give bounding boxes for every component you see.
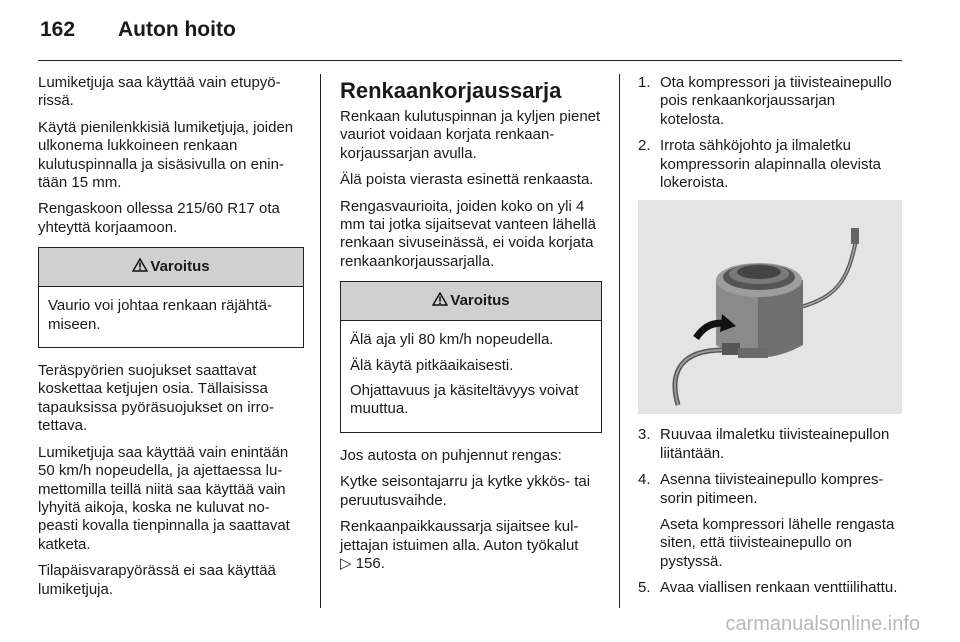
paragraph: Rengasvaurioita, joiden koko on yli 4 mm tai jotka sijaitsevat vanteen lähellä renkaan sivuseinässä, ei voida korjata renkaankorjaussarjalla. (340, 197, 596, 270)
steps-list (638, 74, 902, 192)
paragraph: Rengaskoon ollessa 215/60 R17 ota yhteyttä korjaamoon. (38, 200, 280, 236)
warning-title: Varoitus (150, 258, 210, 276)
paragraph: Teräspyörien suojukset saattavat koskettaa ketjujen osia. Tällaisissa tapauksissa pyöräsuojukset on irrotettava. (38, 362, 274, 435)
warning-line: Älä aja yli 80 km/h nopeudella. (350, 331, 554, 349)
paragraph: Älä poista vierasta esinettä renkaasta. (340, 171, 594, 189)
warning-header (341, 282, 601, 321)
warning-line: Älä käytä pitkäaikaisesti. (350, 356, 514, 374)
column-right (638, 74, 902, 606)
column-middle (340, 74, 602, 581)
column-divider (619, 74, 620, 608)
warning-text: Vaurio voi johtaa renkaan räjähtämiseen. (48, 297, 273, 333)
column-left (38, 74, 304, 607)
page-reference-icon: ▷ (340, 554, 352, 572)
paragraph: Renkaan kulutuspinnan ja kyljen pienet vauriot voidaan korjata renkaankorjaussarjan avulla. (340, 108, 601, 162)
warning-line: Ohjattavuus ja käsiteltävyys voivat muuttua. (350, 382, 579, 418)
paragraph (340, 518, 602, 573)
list-item (638, 426, 902, 463)
warning-triangle-icon (432, 292, 448, 306)
chapter-title: Auton hoito (118, 18, 236, 41)
column-divider (320, 74, 321, 608)
step-number: 4. (638, 471, 651, 489)
paragraph-text: Renkaanpaikkaussarja sijaitsee kuljettajan istuimen alla. Auton työkalut (340, 518, 579, 554)
list-item (638, 579, 902, 597)
header-rule (38, 60, 902, 61)
paragraph: Lumiketjuja saa käyttää vain etupyörissä. (38, 74, 281, 110)
step-number: 1. (638, 74, 651, 91)
warning-header (39, 248, 303, 287)
watermark: carmanualsonline.info (725, 613, 920, 635)
compressor-illustration (638, 200, 902, 414)
paragraph: Kytke seisontajarru ja kytke ykkös- tai peruutusvaihde. (340, 473, 591, 509)
step-number: 3. (638, 426, 651, 444)
step-text: Avaa viallisen renkaan venttiilihattu. (660, 579, 898, 597)
step-number: 5. (638, 579, 651, 597)
paragraph: Käytä pienilenkkisiä lumiketjuja, joiden ulkonema lukkoineen renkaan kulutuspinnalla ja sisäsivulla on enintään 15 mm. (38, 118, 294, 192)
list-item (638, 74, 902, 129)
page-reference[interactable]: 156. (355, 554, 385, 572)
paragraph: Tilapäisvarapyörässä ei saa käyttää lumiketjuja. (38, 562, 276, 598)
steps-list (638, 426, 902, 597)
warning-triangle-icon (132, 258, 148, 272)
section-title: Renkaankorjaussarja (340, 78, 562, 103)
page-number: 162 (40, 18, 76, 41)
list-item (638, 137, 902, 192)
list-item (638, 471, 902, 571)
step-text: Ota kompressori ja tiivisteainepullo pois renkaankorjaussarjan kotelosta. (660, 74, 892, 128)
warning-box (340, 281, 602, 433)
step-text: Ruuvaa ilmaletku tiivisteainepullon liitäntään. (660, 426, 890, 462)
warning-box (38, 247, 304, 348)
step-text: Asenna tiivisteainepullo kompressorin pitimeen. (660, 471, 884, 507)
paragraph: Jos autosta on puhjennut rengas: (340, 446, 562, 464)
step-subtext: Aseta kompressori lähelle rengasta siten, että tiivisteainepullo on pystyssä. (660, 516, 895, 570)
warning-title: Varoitus (450, 292, 510, 310)
paragraph: Lumiketjuja saa käyttää vain enintään 50 km/h nopeudella, ja ajettaessa lumettomilla teillä niitä saa käyttää vain lyhyitä aikoja, koska ne kuluvat nopeasti kovalla tienpinnalla ja saattavat katketa. (38, 443, 290, 553)
step-number: 2. (638, 137, 651, 155)
step-text: Irrota sähköjohto ja ilmaletku kompressorin alapinnalla olevista lokeroista. (660, 137, 881, 192)
